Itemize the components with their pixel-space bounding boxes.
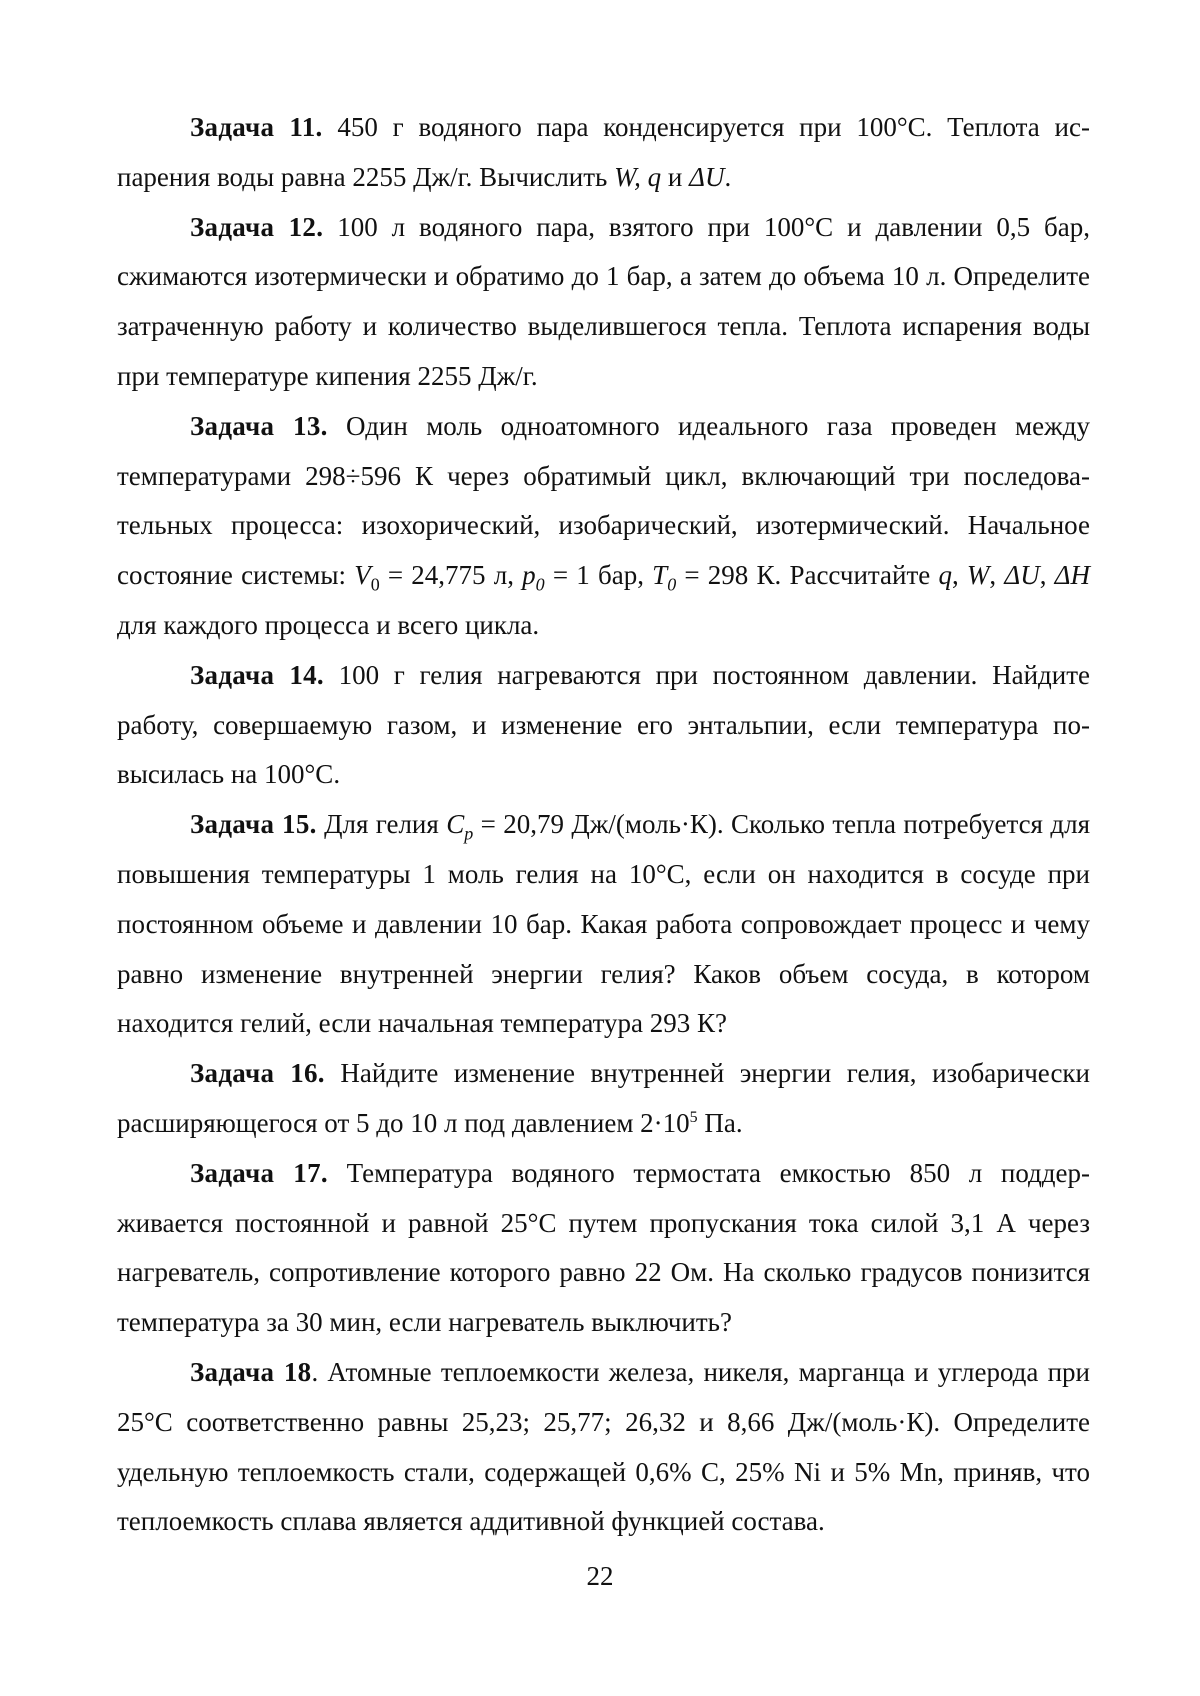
subscript: 0 xyxy=(370,574,380,595)
page-content xyxy=(117,103,1090,1547)
math-symbol: V xyxy=(354,560,371,591)
problem-title: Задача 12. xyxy=(190,211,324,242)
problem-11 xyxy=(117,103,1090,203)
problem-title: Задача 13. xyxy=(190,410,328,441)
problem-12 xyxy=(117,203,1090,402)
problem-text: , xyxy=(1039,560,1055,591)
math-symbol: q xyxy=(938,560,952,591)
math-symbol: C xyxy=(446,809,465,840)
problem-text: 100 л водяного пара, взятого при 100°С и давлении 0,5 бар, сжимаются изотермически и обратимо до 1 бар, а затем до объема 10 л. Определите затраченную работу и количество выделившегося тепла. Теплота испарения воды при температуре кипения 2255 Дж/г. xyxy=(117,211,1090,391)
math-symbol: T xyxy=(652,560,668,591)
problem-title: Задача 17. xyxy=(190,1157,328,1188)
problem-text: Для гелия xyxy=(316,809,447,840)
problem-text: Па. xyxy=(697,1107,743,1138)
problem-14 xyxy=(117,651,1090,800)
problem-text: 450 г водяного пара конденсируется при 100°С. Теплота испарения воды равна 2255 Дж/г. Вычислить xyxy=(117,112,1090,192)
superscript: 5 xyxy=(689,1108,698,1126)
problem-17 xyxy=(117,1149,1090,1348)
math-symbol: W, q xyxy=(614,161,662,192)
math-symbol: ΔH xyxy=(1054,560,1091,591)
subscript: 0 xyxy=(535,574,545,595)
math-symbol: ΔU xyxy=(689,161,725,192)
problem-title: Задача 11. xyxy=(190,112,323,142)
problem-text: 100 г гелия нагреваются при постоянном давлении. Найдите работу, совершаемую газом, и изменение его энтальпии, если температура повысилась на 100°С. xyxy=(117,659,1090,790)
problem-text: = 24,775 л, xyxy=(379,560,523,591)
page-number: 22 xyxy=(586,1561,614,1591)
problem-text: Температура водяного термостата емкостью 850 л поддерживается постоянной и равной 25°С путем пропускания тока силой 3,1 А через нагреватель, сопротивление которого равно 22 Ом. На сколько градусов понизится температура за 30 мин, если нагреватель выключить? xyxy=(117,1157,1090,1338)
subscript: 0 xyxy=(667,574,677,595)
problem-text: = 298 К. Рассчитайте xyxy=(676,560,939,591)
problem-text: и xyxy=(661,161,690,192)
problem-text: , xyxy=(951,560,967,591)
problem-13 xyxy=(117,402,1090,651)
problem-text: для каждого процесса и всего цикла. xyxy=(117,609,540,640)
problem-title: Задача 14. xyxy=(190,659,324,690)
problem-text: = 20,79 Дж/(моль·К). Сколько тепла потребуется для повышения температуры 1 моль гелия на 10°С, если он находится в сосуде при постоянном объеме и давлении 10 бар. Какая работа сопровождает процесс и чему равно изменение внутренней энергии гелия? Каков объем сосуда, в котором находится гелий, если начальная температура 293 К? xyxy=(117,809,1090,1039)
problem-text: = 1 бар, xyxy=(544,560,653,591)
problem-title: Задача 15. xyxy=(190,809,317,840)
problem-15 xyxy=(117,800,1090,1049)
problem-title: Задача 18 xyxy=(190,1356,312,1387)
problem-16 xyxy=(117,1049,1090,1149)
math-symbol: p xyxy=(522,560,536,591)
subscript: p xyxy=(464,823,474,844)
problem-text: Один моль одноатомного идеального газа проведен между температурами 298÷596 К через обратимый цикл, включающий три последовательных процесса: изохорический, изобарический, изотермический. Начальное состояние системы: xyxy=(117,410,1090,591)
problem-text: . Атомные теплоемкости железа, никеля, марганца и углерода при 25°С соответственно равны 25,23; 25,77; 26,32 и 8,66 Дж/(моль·К). Определите удельную теплоемкость стали, содержащей 0,6% С, 25% Ni и 5% Mn, приняв, что теплоемкость сплава является аддитивной функцией состава. xyxy=(117,1356,1090,1537)
math-symbol: ΔU xyxy=(1004,560,1040,591)
problem-text: Найдите изменение внутренней энергии гелия, изобарически расширяющегося от 5 до 10 л под давлением 2·10 xyxy=(117,1058,1090,1138)
math-symbol: W xyxy=(966,560,990,591)
problem-18 xyxy=(117,1348,1090,1547)
problem-text: , xyxy=(989,560,1005,591)
problem-text: . xyxy=(724,161,732,192)
problem-title: Задача 16. xyxy=(190,1058,325,1089)
